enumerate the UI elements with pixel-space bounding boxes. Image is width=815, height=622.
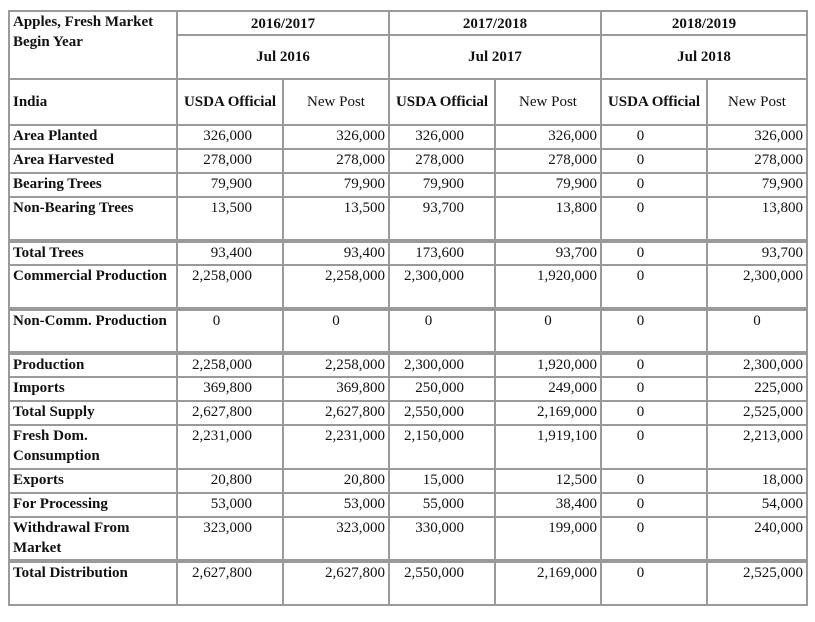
row-label: Fresh Dom. Consumption xyxy=(9,425,177,469)
cell-value: 240,000 xyxy=(707,517,807,561)
cell-value: 53,000 xyxy=(283,493,389,517)
cell-value: 2,169,000 xyxy=(495,401,601,425)
cell-value: 0 xyxy=(601,125,707,149)
cell-value: 278,000 xyxy=(389,149,495,173)
cell-value: 326,000 xyxy=(389,125,495,149)
cell-value: 79,900 xyxy=(283,173,389,197)
col-usda-2: USDA Official xyxy=(389,79,495,125)
cell-value: 13,800 xyxy=(707,197,807,241)
row-label: Commercial Production xyxy=(9,265,177,309)
cell-value: 249,000 xyxy=(495,377,601,401)
cell-value: 199,000 xyxy=(495,517,601,561)
cell-value: 13,800 xyxy=(495,197,601,241)
cell-value: 173,600 xyxy=(389,241,495,265)
row-label: Imports xyxy=(9,377,177,401)
table-row xyxy=(9,353,807,377)
country-label: India xyxy=(9,79,177,125)
cell-value: 0 xyxy=(601,149,707,173)
cell-value: 2,627,800 xyxy=(283,401,389,425)
cell-value: 93,400 xyxy=(177,241,283,265)
cell-value: 0 xyxy=(707,309,807,353)
cell-value: 0 xyxy=(177,309,283,353)
row-label: Withdrawal From Market xyxy=(9,517,177,561)
cell-value: 0 xyxy=(601,173,707,197)
year-header-3: 2018/2019 xyxy=(601,11,807,35)
row-label: Area Planted xyxy=(9,125,177,149)
cell-value: 2,231,000 xyxy=(283,425,389,469)
cell-value: 12,500 xyxy=(495,469,601,493)
cell-value: 79,900 xyxy=(389,173,495,197)
cell-value: 2,627,800 xyxy=(177,401,283,425)
cell-value: 18,000 xyxy=(707,469,807,493)
cell-value: 38,400 xyxy=(495,493,601,517)
cell-value: 2,258,000 xyxy=(283,353,389,377)
cell-value: 2,258,000 xyxy=(177,265,283,309)
cell-value: 55,000 xyxy=(389,493,495,517)
cell-value: 0 xyxy=(601,309,707,353)
cell-value: 0 xyxy=(601,517,707,561)
row-label: For Processing xyxy=(9,493,177,517)
begin-header-2: Jul 2017 xyxy=(389,35,601,79)
cell-value: 79,900 xyxy=(177,173,283,197)
table-row xyxy=(9,425,807,469)
cell-value: 369,800 xyxy=(177,377,283,401)
cell-value: 2,213,000 xyxy=(707,425,807,469)
cell-value: 13,500 xyxy=(283,197,389,241)
col-new-1: New Post xyxy=(283,79,389,125)
cell-value: 54,000 xyxy=(707,493,807,517)
row-label: Area Harvested xyxy=(9,149,177,173)
cell-value: 225,000 xyxy=(707,377,807,401)
cell-value: 0 xyxy=(389,309,495,353)
cell-value: 323,000 xyxy=(177,517,283,561)
cell-value: 369,800 xyxy=(283,377,389,401)
cell-value: 0 xyxy=(495,309,601,353)
cell-value: 323,000 xyxy=(283,517,389,561)
table-row xyxy=(9,241,807,265)
cell-value: 93,700 xyxy=(495,241,601,265)
row-label: Production xyxy=(9,353,177,377)
table-row xyxy=(9,561,807,605)
col-new-3: New Post xyxy=(707,79,807,125)
cell-value: 2,169,000 xyxy=(495,561,601,605)
col-new-2: New Post xyxy=(495,79,601,125)
cell-value: 0 xyxy=(601,241,707,265)
cell-value: 53,000 xyxy=(177,493,283,517)
cell-value: 326,000 xyxy=(177,125,283,149)
cell-value: 93,400 xyxy=(283,241,389,265)
table-row xyxy=(9,197,807,241)
cell-value: 0 xyxy=(601,377,707,401)
table-row xyxy=(9,149,807,173)
cell-value: 326,000 xyxy=(283,125,389,149)
cell-value: 0 xyxy=(601,265,707,309)
table-row xyxy=(9,517,807,561)
cell-value: 0 xyxy=(601,197,707,241)
cell-value: 0 xyxy=(601,561,707,605)
table-row xyxy=(9,265,807,309)
cell-value: 2,550,000 xyxy=(389,561,495,605)
cell-value: 20,800 xyxy=(177,469,283,493)
cell-value: 79,900 xyxy=(495,173,601,197)
begin-header-1: Jul 2016 xyxy=(177,35,389,79)
row-label: Non-Comm. Production xyxy=(9,309,177,353)
cell-value: 0 xyxy=(601,469,707,493)
row-label: Total Distribution xyxy=(9,561,177,605)
cell-value: 1,919,100 xyxy=(495,425,601,469)
cell-value: 13,500 xyxy=(177,197,283,241)
cell-value: 2,525,000 xyxy=(707,401,807,425)
cell-value: 2,300,000 xyxy=(389,265,495,309)
cell-value: 2,525,000 xyxy=(707,561,807,605)
cell-value: 1,920,000 xyxy=(495,265,601,309)
cell-value: 2,231,000 xyxy=(177,425,283,469)
cell-value: 2,550,000 xyxy=(389,401,495,425)
cell-value: 278,000 xyxy=(707,149,807,173)
cell-value: 20,800 xyxy=(283,469,389,493)
year-header-2: 2017/2018 xyxy=(389,11,601,35)
table-row xyxy=(9,309,807,353)
col-usda-1: USDA Official xyxy=(177,79,283,125)
cell-value: 0 xyxy=(601,425,707,469)
cell-value: 1,920,000 xyxy=(495,353,601,377)
cell-value: 0 xyxy=(601,401,707,425)
cell-value: 326,000 xyxy=(707,125,807,149)
cell-value: 2,627,800 xyxy=(177,561,283,605)
cell-value: 0 xyxy=(283,309,389,353)
row-label: Bearing Trees xyxy=(9,173,177,197)
begin-header-3: Jul 2018 xyxy=(601,35,807,79)
cell-value: 15,000 xyxy=(389,469,495,493)
cell-value: 2,258,000 xyxy=(283,265,389,309)
cell-value: 278,000 xyxy=(177,149,283,173)
cell-value: 278,000 xyxy=(283,149,389,173)
cell-value: 330,000 xyxy=(389,517,495,561)
cell-value: 2,150,000 xyxy=(389,425,495,469)
table-row xyxy=(9,125,807,149)
year-header-1: 2016/2017 xyxy=(177,11,389,35)
cell-value: 2,627,800 xyxy=(283,561,389,605)
cell-value: 250,000 xyxy=(389,377,495,401)
table-row xyxy=(9,493,807,517)
row-label: Total Trees xyxy=(9,241,177,265)
cell-value: 2,258,000 xyxy=(177,353,283,377)
row-label: Non-Bearing Trees xyxy=(9,197,177,241)
cell-value: 2,300,000 xyxy=(389,353,495,377)
cell-value: 2,300,000 xyxy=(707,353,807,377)
row-label: Total Supply xyxy=(9,401,177,425)
cell-value: 278,000 xyxy=(495,149,601,173)
table-row xyxy=(9,173,807,197)
cell-value: 326,000 xyxy=(495,125,601,149)
psd-table xyxy=(8,10,808,606)
cell-value: 0 xyxy=(601,353,707,377)
row-label: Exports xyxy=(9,469,177,493)
cell-value: 93,700 xyxy=(707,241,807,265)
cell-value: 0 xyxy=(601,493,707,517)
table-row xyxy=(9,377,807,401)
cell-value: 2,300,000 xyxy=(707,265,807,309)
table-row xyxy=(9,401,807,425)
cell-value: 93,700 xyxy=(389,197,495,241)
table-row xyxy=(9,469,807,493)
col-usda-3: USDA Official xyxy=(601,79,707,125)
table-body xyxy=(9,125,807,605)
corner-label: Apples, Fresh Market Begin Year xyxy=(9,11,177,79)
cell-value: 79,900 xyxy=(707,173,807,197)
